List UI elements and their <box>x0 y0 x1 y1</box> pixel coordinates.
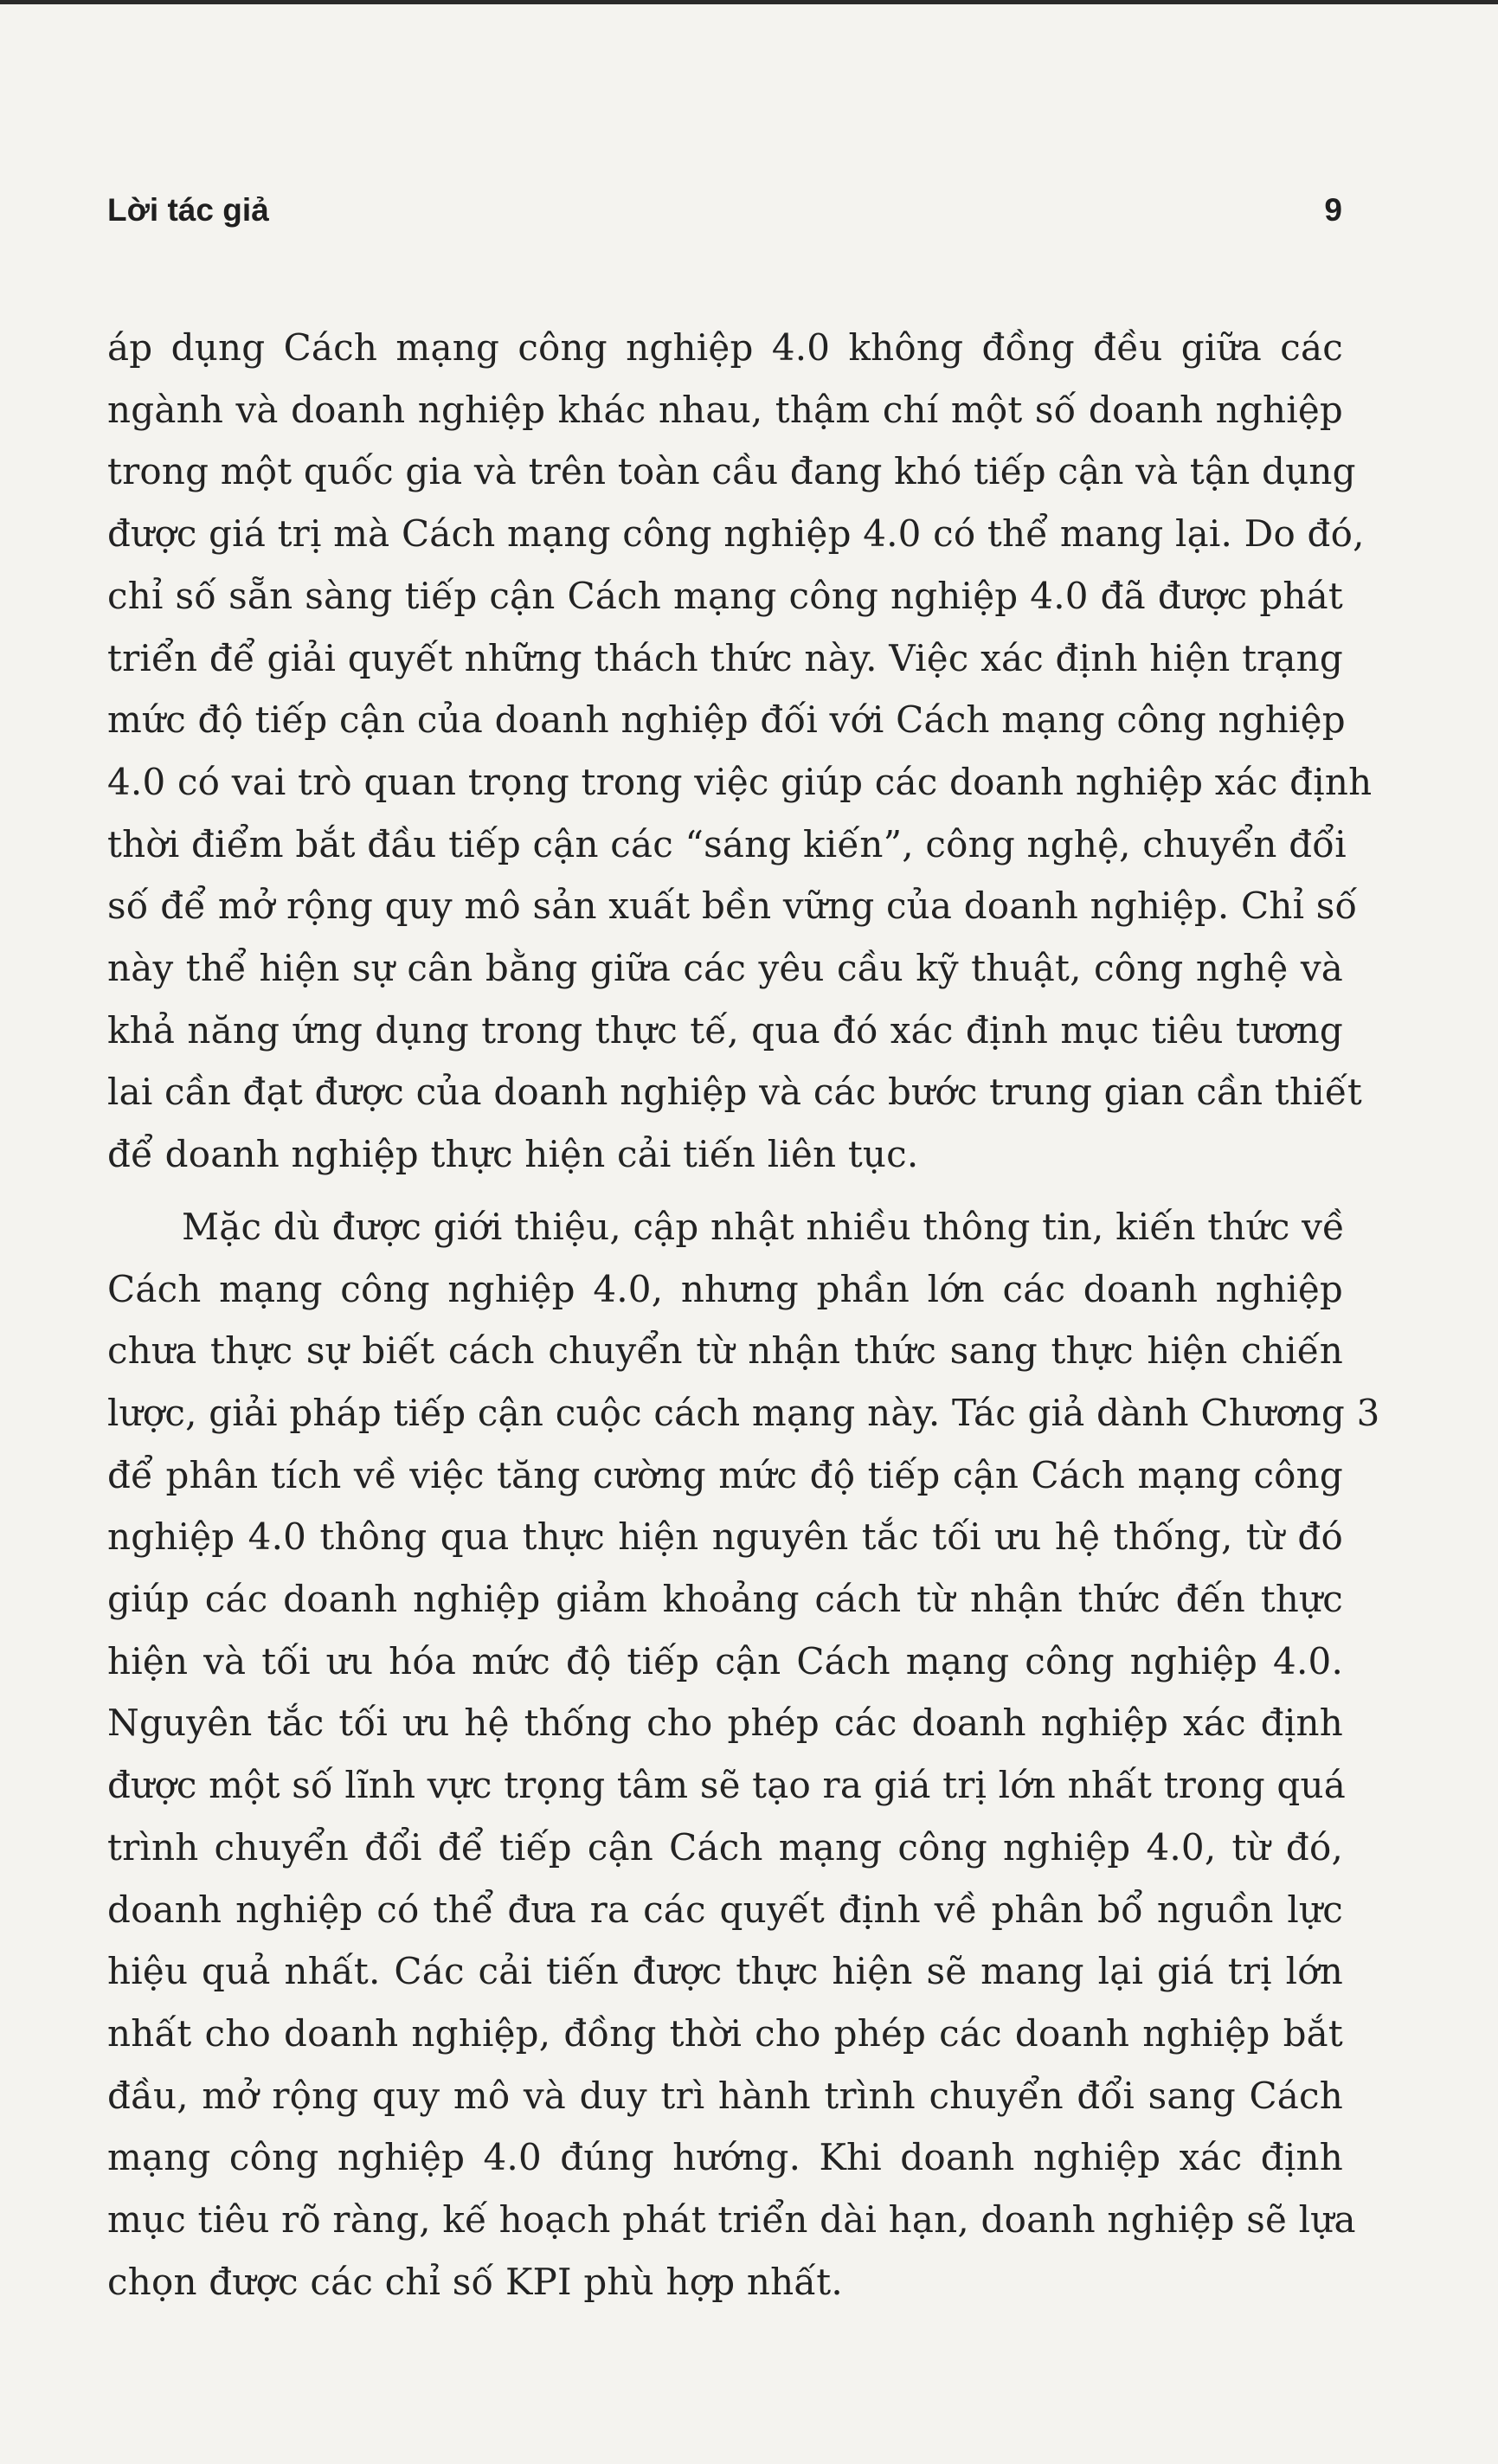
text-line: hiệu quả nhất. Các cải tiến được thực hiện sẽ mang lại giá trị lớn <box>107 1950 1343 1993</box>
text-line: triển để giải quyết những thách thức này. Việc xác định hiện trạng <box>107 636 1343 679</box>
text-line: trình chuyển đổi để tiếp cận Cách mạng công nghiệp 4.0, từ đó, <box>107 1825 1343 1869</box>
text-line: khả năng ứng dụng trong thực tế, qua đó xác định mục tiêu tương <box>107 1008 1343 1052</box>
text-line: được một số lĩnh vực trọng tâm sẽ tạo ra giá trị lớn nhất trong quá <box>107 1764 1346 1807</box>
text-line: nghiệp 4.0 thông qua thực hiện nguyên tắc tối ưu hệ thống, từ đó <box>107 1515 1343 1559</box>
text-line: để doanh nghiệp thực hiện cải tiến liên tục. <box>107 1133 919 1176</box>
text-line: Mặc dù được giới thiệu, cập nhật nhiều thông tin, kiến thức về <box>182 1205 1346 1248</box>
running-header <box>107 192 1342 244</box>
text-line: Nguyên tắc tối ưu hệ thống cho phép các doanh nghiệp xác định <box>107 1702 1343 1745</box>
text-line: ngành và doanh nghiệp khác nhau, thậm chí một số doanh nghiệp <box>107 388 1343 431</box>
running-title: Lời tác giả <box>107 192 269 228</box>
body-text <box>107 317 1380 2324</box>
paragraph-2 <box>107 1196 1380 2313</box>
text-line: mức độ tiếp cận của doanh nghiệp đối với Cách mạng công nghiệp <box>107 698 1346 742</box>
text-line: Cách mạng công nghiệp 4.0, nhưng phần lớn các doanh nghiệp <box>107 1267 1343 1310</box>
text-line: nhất cho doanh nghiệp, đồng thời cho phép các doanh nghiệp bắt <box>107 2011 1343 2055</box>
text-line: chọn được các chỉ số KPI phù hợp nhất. <box>107 2260 843 2303</box>
text-line: thời điểm bắt đầu tiếp cận các “sáng kiến”, công nghệ, chuyển đổi <box>107 822 1347 865</box>
text-line: để phân tích về việc tăng cường mức độ tiếp cận Cách mạng công <box>107 1453 1343 1496</box>
text-line: hiện và tối ưu hóa mức độ tiếp cận Cách mạng công nghiệp 4.0. <box>107 1639 1343 1682</box>
text-line: lai cần đạt được của doanh nghiệp và các bước trung gian cần thiết <box>107 1071 1362 1114</box>
text-line: chỉ số sẵn sàng tiếp cận Cách mạng công nghiệp 4.0 đã được phát <box>107 574 1343 617</box>
text-line: giúp các doanh nghiệp giảm khoảng cách từ nhận thức đến thực <box>107 1578 1343 1621</box>
text-line: áp dụng Cách mạng công nghiệp 4.0 không đồng đều giữa các <box>107 326 1343 369</box>
text-line: mạng công nghiệp 4.0 đúng hướng. Khi doanh nghiệp xác định <box>107 2136 1343 2179</box>
text-line: đầu, mở rộng quy mô và duy trì hành trình chuyển đổi sang Cách <box>107 2074 1343 2117</box>
text-line: lược, giải pháp tiếp cận cuộc cách mạng này. Tác giả dành Chương 3 <box>107 1391 1380 1434</box>
text-line: số để mở rộng quy mô sản xuất bền vững của doanh nghiệp. Chỉ số <box>107 885 1358 928</box>
text-line: này thể hiện sự cân bằng giữa các yêu cầu kỹ thuật, công nghệ và <box>107 947 1343 990</box>
paragraph-1 <box>107 317 1373 1186</box>
text-line: mục tiêu rõ ràng, kế hoạch phát triển dài hạn, doanh nghiệp sẽ lựa <box>107 2198 1356 2242</box>
text-line: trong một quốc gia và trên toàn cầu đang khó tiếp cận và tận dụng <box>107 450 1356 493</box>
text-line: 4.0 có vai trò quan trọng trong việc giúp các doanh nghiệp xác định <box>107 760 1373 803</box>
top-edge-rule <box>0 0 1498 4</box>
text-line: được giá trị mà Cách mạng công nghiệp 4.0 có thể mang lại. Do đó, <box>107 512 1365 556</box>
page-number: 9 <box>1324 192 1342 228</box>
text-line: doanh nghiệp có thể đưa ra các quyết định về phân bổ nguồn lực <box>107 1888 1343 1931</box>
text-line: chưa thực sự biết cách chuyển từ nhận thức sang thực hiện chiến <box>107 1329 1343 1373</box>
